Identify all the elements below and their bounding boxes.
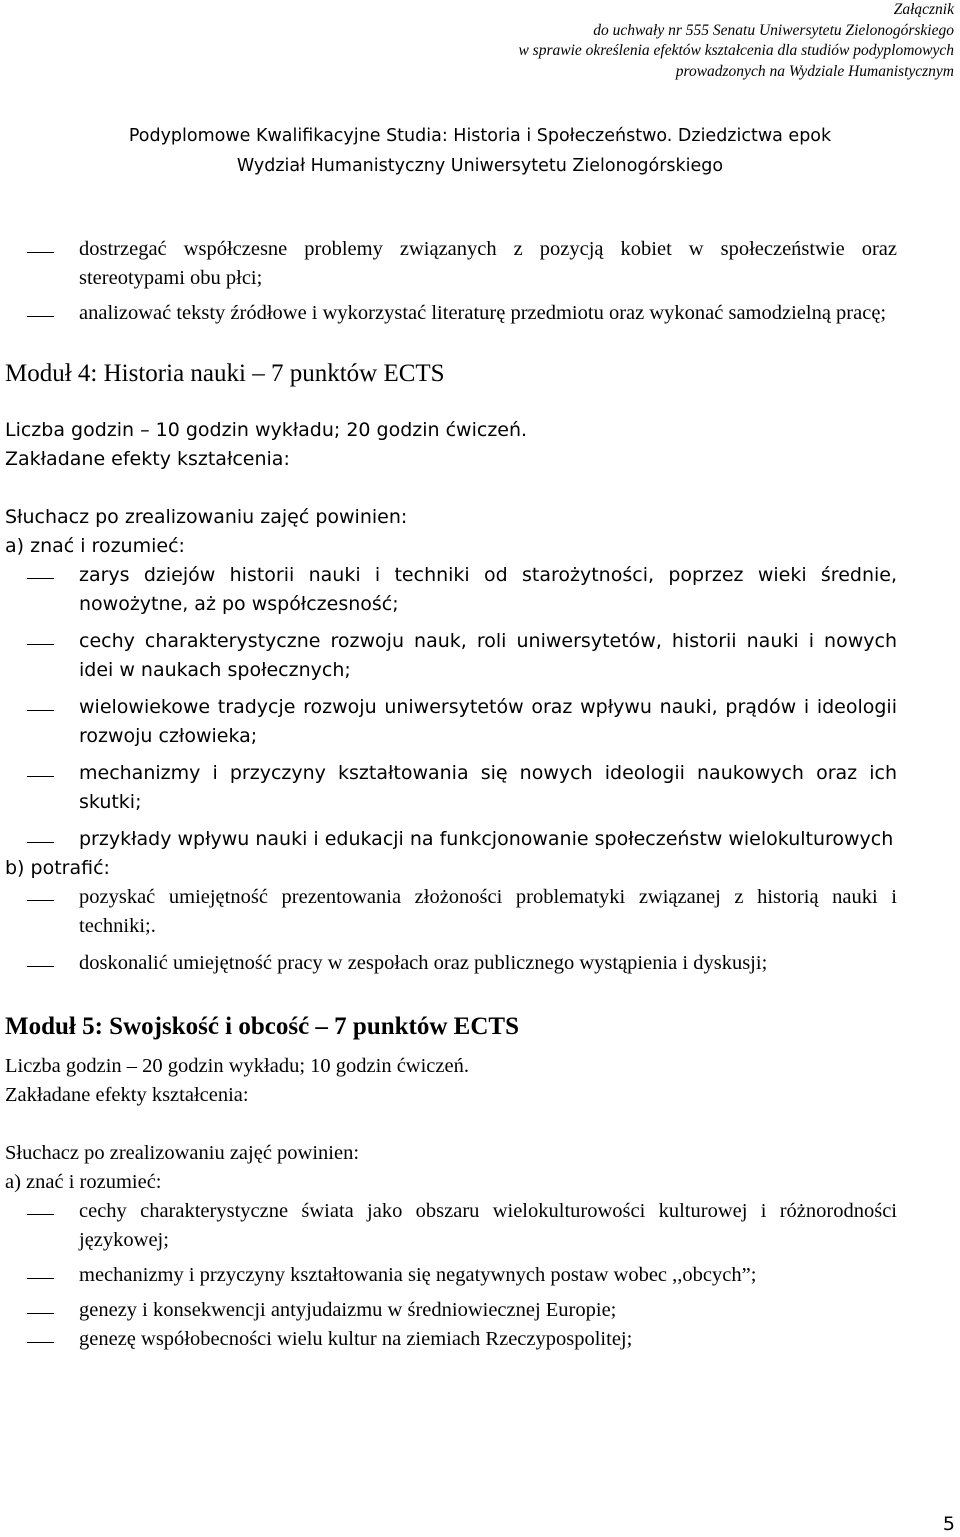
module-4-can-list — [5, 883, 897, 978]
intro-list — [5, 235, 897, 328]
list-item: genezę współobecności wielu kultur na ziemiach Rzeczypospolitej; — [5, 1325, 897, 1354]
annex-subject: w sprawie określenia efektów kształcenia dla studiów podyplomowych — [518, 42, 954, 59]
module-4-title: Moduł 4: Historia nauki – 7 punktów ECTS — [5, 360, 445, 387]
page-number: 5 — [942, 1513, 955, 1535]
module-4-hours: Liczba godzin – 10 godzin wykładu; 20 godzin ćwiczeń. — [5, 419, 528, 441]
module-4-effects: Zakładane efekty kształcenia: — [5, 448, 290, 470]
module-4-can-label: b) potrafić: — [5, 857, 110, 879]
module-5-title: Moduł 5: Swojskość i obcość – 7 punktów ECTS — [5, 1013, 519, 1040]
annex-note — [518, 0, 954, 82]
document-header — [0, 121, 960, 181]
module-5-know-list — [5, 1197, 897, 1354]
program-title: Podyplomowe Kwalifikacyjne Studia: Historia i Społeczeństwo. Dziedzictwa epok — [128, 126, 832, 146]
annex-resolution: do uchwały nr 555 Senatu Uniwersytetu Zielonogórskiego — [593, 21, 954, 39]
module-5-effects: Zakładane efekty kształcenia: — [5, 1084, 249, 1106]
module-4-student: Słuchacz po zrealizowaniu zajęć powinien: — [5, 506, 408, 528]
faculty-name: Wydział Humanistyczny Uniwersytetu Zielonogórskiego — [236, 156, 724, 176]
list-item: mechanizmy i przyczyny kształtowania się nowych ideologii naukowych oraz ich skutki; — [5, 759, 897, 817]
list-item: dostrzegać współczesne problemy związanych z pozycją kobiet w społeczeństwie oraz stereotypami obu płci; — [5, 235, 897, 293]
list-item: zarys dziejów historii nauki i techniki od starożytności, poprzez wieki średnie, nowożytne, aż po współczesność; — [5, 561, 897, 619]
document-body — [5, 235, 897, 1354]
list-item: doskonalić umiejętność pracy w zespołach oraz publicznego wystąpienia i dyskusji; — [5, 949, 897, 978]
list-item: wielowiekowe tradycje rozwoju uniwersytetów oraz wpływu nauki, prądów i ideologii rozwoju człowieka; — [5, 693, 897, 751]
list-item: cechy charakterystyczne świata jako obszaru wielokulturowości kulturowej i różnorodności językowej; — [5, 1197, 897, 1255]
module-4-know-list — [5, 561, 897, 854]
annex-title: Załącznik — [893, 1, 954, 18]
list-item: pozyskać umiejętność prezentowania złożoności problematyki związanej z historią nauki i techniki;. — [5, 883, 897, 941]
list-item: genezy i konsekwencji antyjudaizmu w średniowiecznej Europie; — [5, 1296, 897, 1325]
list-item: analizować teksty źródłowe i wykorzystać literaturę przedmiotu oraz wykonać samodzielną pracę; — [5, 299, 897, 328]
annex-faculty: prowadzonych na Wydziale Humanistycznym — [675, 62, 954, 80]
module-5-student: Słuchacz po zrealizowaniu zajęć powinien: — [5, 1142, 360, 1164]
list-item: mechanizmy i przyczyny kształtowania się negatywnych postaw wobec ,,obcych”; — [5, 1261, 897, 1290]
list-item: przykłady wpływu nauki i edukacji na funkcjonowanie społeczeństw wielokulturowych — [5, 825, 897, 854]
module-5-hours: Liczba godzin – 20 godzin wykładu; 10 godzin ćwiczeń. — [5, 1055, 469, 1077]
list-item: cechy charakterystyczne rozwoju nauk, roli uniwersytetów, historii nauki i nowych idei w naukach społecznych; — [5, 627, 897, 685]
module-5-know-label: a) znać i rozumieć: — [5, 1171, 162, 1193]
module-4-know-label: a) znać i rozumieć: — [5, 535, 185, 557]
